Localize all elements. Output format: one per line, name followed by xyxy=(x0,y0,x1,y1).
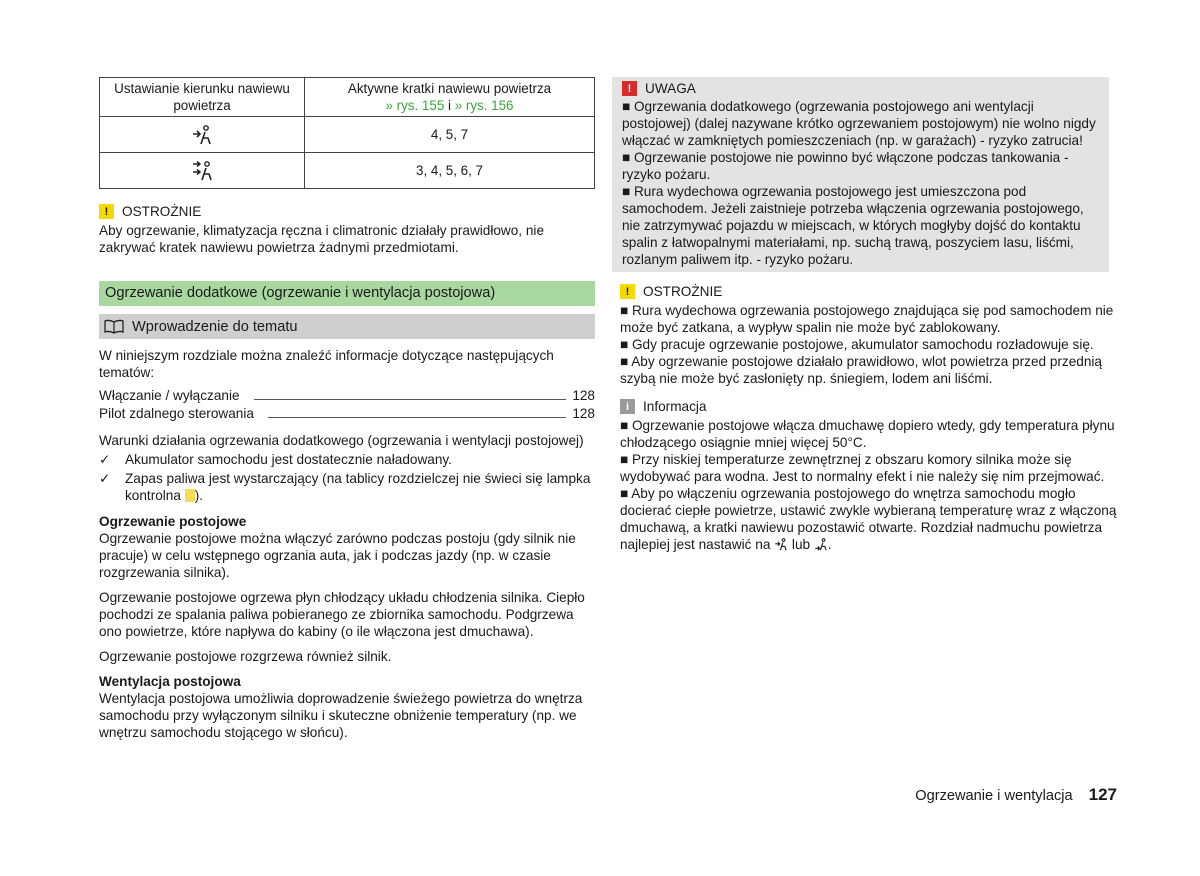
info-icon: i xyxy=(620,399,635,414)
caution-box xyxy=(620,283,1117,387)
caution-item: ■ Rura wydechowa ogrzewania postojowego znajdująca się pod samochodem nie może być zatkana, a wypływ spalin nie może być zablokowany. xyxy=(620,303,1114,335)
caution-icon: ! xyxy=(99,204,114,219)
toc-entry[interactable] xyxy=(99,405,595,423)
toc-leader xyxy=(254,399,567,400)
info-item: ■ Ogrzewanie postojowe włącza dmuchawę dopiero wtedy, gdy temperatura płynu chłodzącego osiągnie mniej więcej 50°C. xyxy=(620,418,1115,450)
warning-item: ■ Ogrzewanie postojowe nie powinno być włączone podczas tankowania - ryzyko pożaru. xyxy=(622,150,1069,182)
subsection-title: Wprowadzenie do tematu xyxy=(132,318,298,335)
list-item: ✓ Akumulator samochodu jest dostatecznie naładowany. xyxy=(99,452,452,467)
page-footer xyxy=(880,785,1117,805)
info-box xyxy=(620,398,1117,553)
caution-title: OSTROŻNIE xyxy=(643,284,723,299)
ventilation-title: Wentylacja postojowa xyxy=(99,674,241,689)
book-icon xyxy=(104,319,124,334)
right-column xyxy=(620,77,1117,553)
heating-title: Ogrzewanie postojowe xyxy=(99,514,247,529)
caution-icon: ! xyxy=(620,284,635,299)
warning-title: UWAGA xyxy=(645,81,696,96)
table-cell-vents: 4, 5, 7 xyxy=(305,117,595,153)
check-icon: ✓ xyxy=(99,471,111,486)
toc-label: Włączanie / wyłączanie xyxy=(99,388,240,403)
airflow-body-icon xyxy=(774,537,788,552)
figure-link-156[interactable]: » rys. 156 xyxy=(454,98,514,113)
warning-item: ■ Rura wydechowa ogrzewania postojowego jest umieszczona pod samochodem. Jeżeli zaistnieje potrzeba włączenia ogrzewania postojowego, nie zatrzymywać pojazdu w miejscach, w których mogłyby dojść do kontaktu spalin z łatwopalnymi materiałami, np. suchą trawą, poszyciem lasu, liśćmi, rozlanym paliwem itp. - ryzyko pożaru. xyxy=(622,184,1084,267)
section-title: Ogrzewanie dodatkowe (ogrzewanie i wentylacja postojowa) xyxy=(99,281,595,306)
ventilation-paragraph: Wentylacja postojowa umożliwia doprowadzenie świeżego powietrza do wnętrza samochodu przy wyłączonym silniku i skuteczne obniżenie temperatury (np. we wnętrzu samochodu stojącego w słońcu). xyxy=(99,691,583,740)
caution-item: ■ Aby ogrzewanie postojowe działało prawidłowo, wlot powietrza przed przednią szybą nie może być zasłonięty np. śniegiem, lodem ani liśćmi. xyxy=(620,354,1102,386)
toc-page: 128 xyxy=(572,406,595,421)
airflow-head-body-icon xyxy=(190,162,214,177)
intro-text: W niniejszym rozdziale można znaleźć informacje dotyczące następujących tematów: xyxy=(99,348,554,380)
heating-paragraph: Ogrzewanie postojowe można włączyć zarówno podczas postoju (gdy silnik nie pracuje) w celu wstępnego ogrzania auta, jak i podczas jazdy (np. w czasie rozgrzewania silnika). xyxy=(99,531,576,580)
warning-icon: ! xyxy=(622,81,637,96)
info-title: Informacja xyxy=(643,399,707,414)
caution-box xyxy=(99,203,595,256)
toc-page: 128 xyxy=(572,388,595,403)
footer-section: Ogrzewanie i wentylacja xyxy=(915,788,1073,804)
toc-list xyxy=(99,387,595,423)
table-cell-icon xyxy=(100,153,305,189)
fuel-warning-light-icon xyxy=(185,489,195,502)
caution-text: Aby ogrzewanie, klimatyzacja ręczna i climatronic działały prawidłowo, nie zakrywać kratek nawiewu powietrza żadnymi przedmiotami. xyxy=(99,223,545,255)
warning-item: ■ Ogrzewania dodatkowego (ogrzewania postojowego ani wentylacji postojowej) (dalej nazywane krótko ogrzewaniem postojowym) nie wolno nigdy włączać w zamkniętych pomieszczeniach (np. w garażach) - ryzyko zatrucia! xyxy=(622,99,1096,148)
check-icon: ✓ xyxy=(99,452,111,467)
toc-label: Pilot zdalnego sterowania xyxy=(99,406,254,421)
heating-paragraph: Ogrzewanie postojowe ogrzewa płyn chłodzący układu chłodzenia silnika. Ciepło pochodzi ze spalania paliwa pobieranego ze zbiornika samochodu. Podgrzewa ono powietrze, które napływa do kabiny (o ile włączona jest dmuchawa). xyxy=(99,590,585,639)
conditions-text: Warunki działania ogrzewania dodatkowego (ogrzewania i wentylacji postojowej) xyxy=(99,433,584,448)
figure-link-155[interactable]: » rys. 155 xyxy=(385,98,445,113)
left-column xyxy=(99,77,595,741)
table-row xyxy=(100,153,595,189)
table-header-direction: Ustawianie kierunku nawiewu powietrza xyxy=(100,78,305,117)
subsection-title-bar xyxy=(99,314,595,339)
airflow-body-icon xyxy=(191,126,213,141)
info-item: ■ Aby po włączeniu ogrzewania postojowego do wnętrza samochodu mogło docierać ciepłe powietrze, ustawić zwykle wybieraną temperaturę wraz z włączoną dmuchawą, a kratki nawiewu pozostawić otwarte. Rozdział nadmuchu powietrza najlepiej jest nastawić na lub . xyxy=(620,486,1117,552)
table-row xyxy=(100,117,595,153)
toc-entry[interactable] xyxy=(99,387,595,405)
table-cell-icon xyxy=(100,117,305,153)
table-cell-vents: 3, 4, 5, 6, 7 xyxy=(305,153,595,189)
table-header-row xyxy=(100,78,595,117)
airflow-feet-icon xyxy=(814,537,828,552)
list-item: ✓ Zapas paliwa jest wystarczający (na tablicy rozdzielczej nie świeci się lampka kontrolna ). xyxy=(99,471,591,503)
info-item: ■ Przy niskiej temperaturze zewnętrznej z obszaru komory silnika może się wydobywać para wodna. Jest to normalny efekt i nie należy się nim przejmować. xyxy=(620,452,1105,484)
page-number: 127 xyxy=(1088,785,1117,804)
airflow-table xyxy=(99,77,595,189)
toc-leader xyxy=(268,417,566,418)
warning-box xyxy=(612,77,1109,272)
caution-item: ■ Gdy pracuje ogrzewanie postojowe, akumulator samochodu rozładowuje się. xyxy=(620,337,1094,352)
table-header-vents: Aktywne kratki nawiewu powietrza » rys. 155 i » rys. 156 xyxy=(305,78,595,117)
heating-paragraph: Ogrzewanie postojowe rozgrzewa również silnik. xyxy=(99,649,392,664)
caution-title: OSTROŻNIE xyxy=(122,204,202,219)
checklist xyxy=(99,451,595,504)
